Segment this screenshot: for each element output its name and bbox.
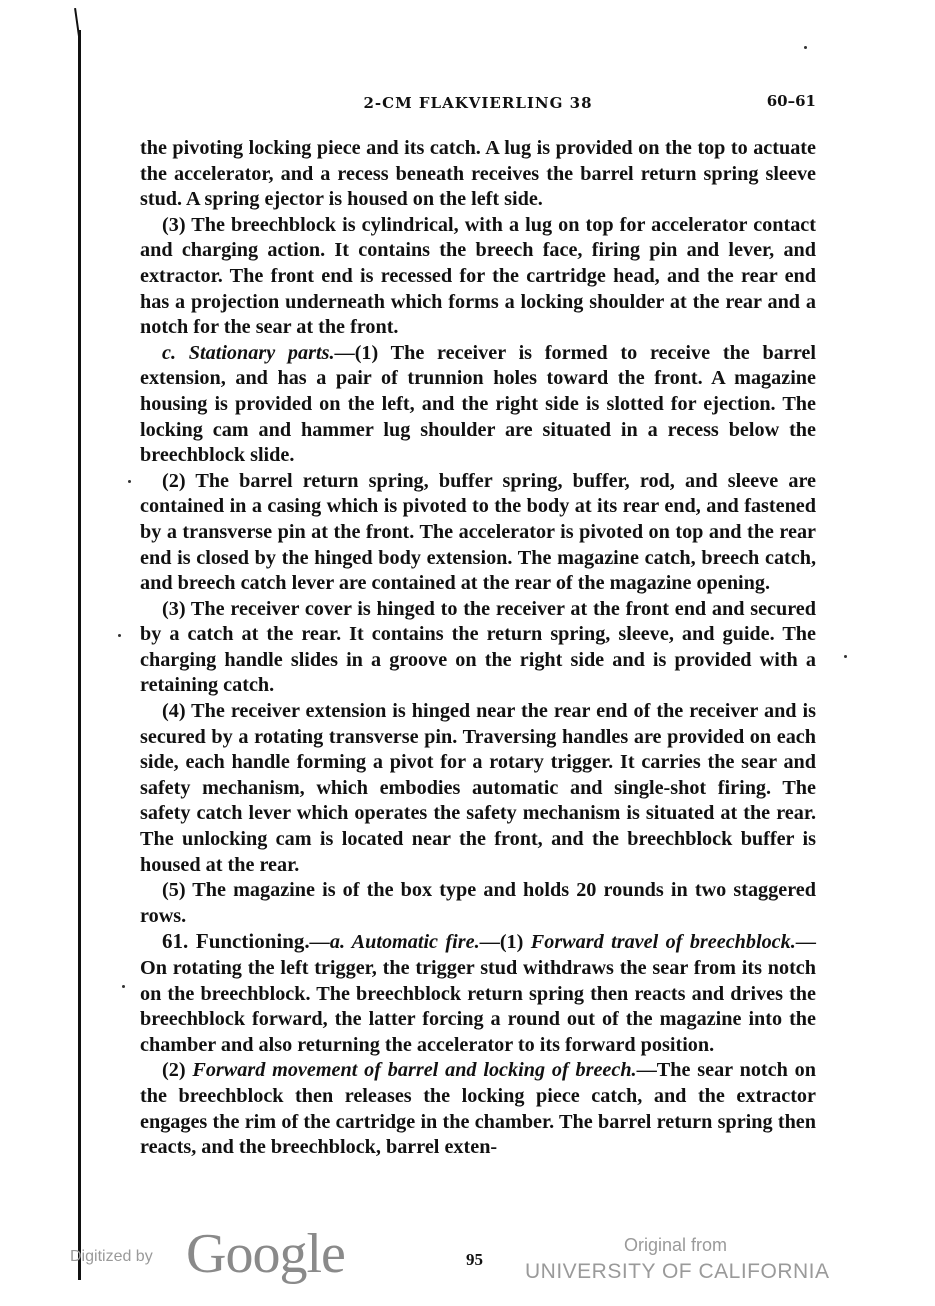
paragraph-text: (2): [162, 1059, 193, 1082]
paragraph-text: —(1): [479, 931, 531, 954]
subsection-heading: Forward travel of breechblock.: [530, 931, 796, 954]
paragraph: (4) The receiver extension is hinged near the rear end of the receiver and is secured by a rotating transverse pin. Traversing handles are provided on each side, each handle forming a pivot for a rotary trigger. It carries the sear and safety mechanism, which embodies automatic and single-shot firing. The safety catch lever which operates the safety mechanism is situated at the rear. The unlocking cam is located near the front, and the breechblock buffer is housed at the rear.: [140, 700, 816, 876]
page-number: 95: [466, 1250, 483, 1269]
watermark-original: Original from: [624, 1235, 728, 1255]
body-text: [140, 136, 816, 1161]
speck: [804, 46, 807, 49]
subsection-heading: —a. Automatic fire.: [309, 931, 480, 954]
paragraph: the pivoting locking piece and its catch. A lug is provided on the top to actuate the accelerator, and a recess beneath receives the barrel return spring sleeve stud. A spring ejector is housed on the left side.: [140, 137, 816, 211]
paragraph: (5) The magazine is of the box type and holds 20 rounds in two staggered rows.: [140, 879, 816, 927]
paragraph-text: —The sear notch on the breechblock then releases the locking piece catch, and the extractor engages the rim of the cartridge in the chamber. The barrel return spring then reacts, and the breechblock, barrel exten-: [140, 1059, 816, 1159]
watermark-university: UNIVERSITY OF CALIFORNIA: [525, 1260, 830, 1283]
speck: [128, 480, 131, 483]
paragraph-range: 60–61: [766, 92, 816, 110]
paragraph-text: —On rotating the left trigger, the trigger stud withdraws the sear from its notch on the breechblock. The breechblock return spring then reacts and drives the breechblock forward, the latter forcing a round out of the magazine into the chamber and also returning the accelerator to its forward position.: [140, 931, 816, 1056]
paragraph: [140, 1058, 816, 1160]
running-title: 2-CM FLAKVIERLING 38: [363, 94, 593, 112]
speck: [122, 985, 125, 988]
watermark-google-logo: Google: [186, 1223, 345, 1285]
speck: [118, 634, 121, 637]
running-head: [140, 94, 816, 114]
paragraph: (3) The receiver cover is hinged to the receiver at the front end and secured by a catch at the rear. It contains the return spring, sleeve, and guide. The charging handle slides in a groove on the right side and is provided with a retaining catch.: [140, 597, 816, 697]
paragraph: (3) The breechblock is cylindrical, with a lug on top for accelerator contact and charging action. It contains the breech face, firing pin and lever, and extractor. The front end is recessed for the cartridge head, and the rear end has a projection underneath which forms a locking shoulder at the rear and a notch for the sear at the front.: [140, 213, 816, 339]
paragraph: [140, 929, 816, 1058]
paragraph: [140, 341, 816, 469]
speck: [844, 655, 847, 658]
binding-edge: [78, 30, 81, 1280]
subsection-heading: c. Stationary parts.: [162, 341, 335, 364]
watermark-digitized: Digitized by: [70, 1248, 153, 1265]
subsection-heading: Forward movement of barrel and locking of breech.: [192, 1059, 637, 1082]
paragraph: (2) The barrel return spring, buffer spring, buffer, rod, and sleeve are contained in a casing which is pivoted to the body at its rear end, and fastened by a transverse pin at the front. The accelerator is pivoted on top and the rear end is closed by the hinged body extension. The magazine catch, breech catch, and breech catch lever are contained at the rear of the magazine opening.: [140, 469, 816, 595]
paragraph-text: —(1) The receiver is formed to receive the barrel extension, and has a pair of trunnion holes toward the front. A magazine housing is provided on the left, and the right side is slotted for ejection. The locking cam and hammer lug shoulder are situated in a recess below the breechblock slide.: [140, 341, 816, 467]
section-heading: 61. Functioning.: [162, 929, 310, 954]
